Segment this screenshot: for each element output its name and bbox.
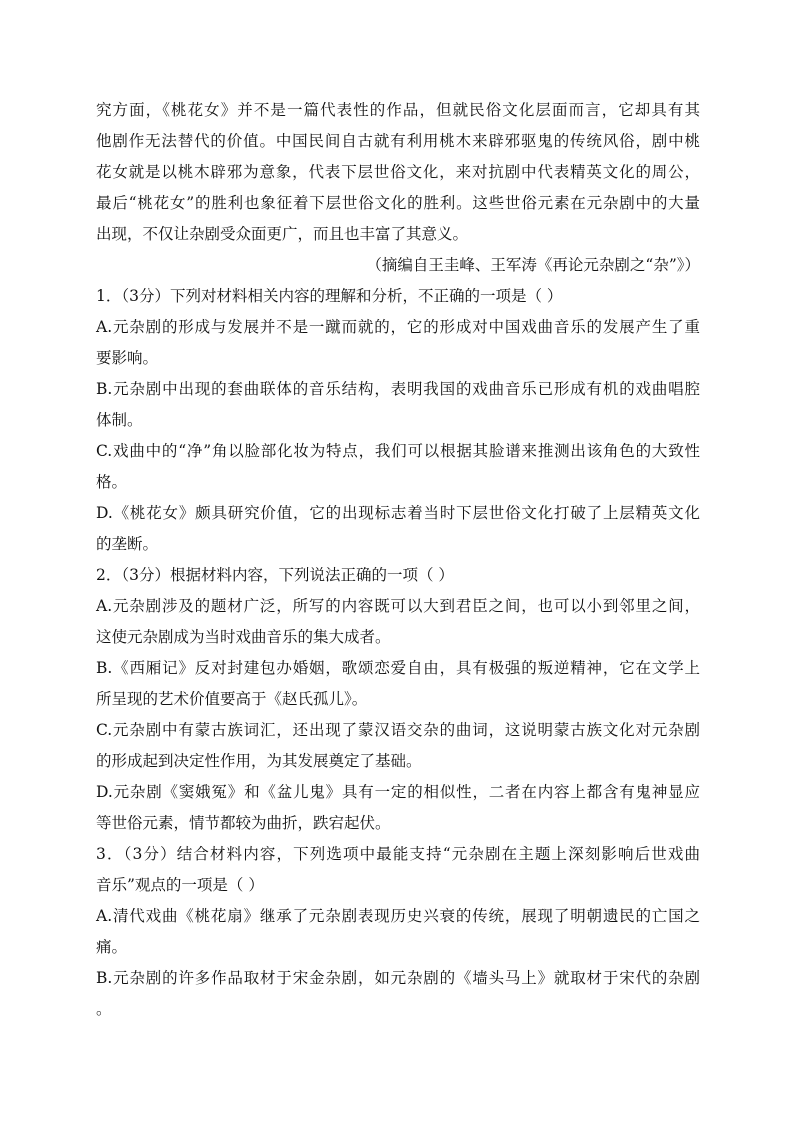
- question-1-option-b-cont: 体制。: [96, 411, 143, 429]
- question-2-option-a-cont: 这使元杂剧成为当时戏曲音乐的集大成者。: [96, 628, 391, 646]
- question-2-option-b: B.《西厢记》反对封建包办婚姻，歌颂恋爱自由，具有极强的叛逆精神，它在文学上: [96, 659, 700, 677]
- passage-line: 出现，不仅让杂剧受众面更广，而且也丰富了其意义。: [96, 225, 469, 243]
- question-3-option-b-cont: 。: [96, 1000, 112, 1018]
- question-1-option-c-cont: 格。: [96, 473, 128, 491]
- question-1-option-a: A.元杂剧的形成与发展并不是一蹴而就的，它的形成对中国戏曲音乐的发展产生了重: [96, 318, 700, 336]
- question-2-option-d: D.元杂剧《窦娥冤》和《盆儿鬼》具有一定的相似性，二者在内容上都含有鬼神显应: [96, 783, 700, 801]
- question-1-option-b: B.元杂剧中出现的套曲联体的音乐结构，表明我国的戏曲音乐已形成有机的戏曲唱腔: [96, 380, 700, 398]
- question-2-option-b-cont: 所呈现的艺术价值要高于《赵氏孤儿》。: [96, 690, 368, 708]
- question-2-option-c-cont: 的形成起到决定性作用，为其发展奠定了基础。: [96, 752, 422, 770]
- passage-source: （摘编自王圭峰、王军涛《再论元杂剧之“杂”》）: [366, 256, 700, 274]
- passage-line: 究方面，《桃花女》并不是一篇代表性的作品，但就民俗文化层面而言，它却具有其: [96, 101, 700, 119]
- question-3-stem: 3．（3分）结合材料内容，下列选项中最能支持“元杂剧在主题上深刻影响后世戏曲: [96, 845, 700, 863]
- question-1-option-d: D.《桃花女》颇具研究价值，它的出现标志着当时下层世俗文化打破了上层精英文化: [96, 504, 700, 522]
- question-3-option-b: B.元杂剧的许多作品取材于宋金杂剧，如元杂剧的《墙头马上》就取材于宋代的杂剧: [96, 969, 700, 987]
- question-3-option-a: A.清代戏曲《桃花扇》继承了元杂剧表现历史兴衰的传统，展现了明朝遗民的亡国之: [96, 907, 700, 925]
- passage-line: 他剧作无法替代的价值。中国民间自古就有利用桃木来辟邪驱鬼的传统风俗，剧中桃: [96, 132, 700, 150]
- passage-line: 花女就是以桃木辟邪为意象，代表下层世俗文化，来对抗剧中代表精英文化的周公，: [96, 163, 700, 181]
- question-1-option-c: C.戏曲中的“净”角以脸部化妆为特点，我们可以根据其脸谱来推测出该角色的大致性: [96, 442, 700, 460]
- question-1-option-a-cont: 要影响。: [96, 349, 159, 367]
- question-1-option-d-cont: 的垄断。: [96, 535, 159, 553]
- question-2-stem: 2．（3分）根据材料内容，下列说法正确的一项（ ）: [96, 566, 454, 584]
- question-3-stem-cont: 音乐”观点的一项是（ ）: [96, 876, 264, 894]
- question-2-option-d-cont: 等世俗元素，情节都较为曲折，跌宕起伏。: [96, 814, 391, 832]
- question-2-option-a: A.元杂剧涉及的题材广泛，所写的内容既可以大到君臣之间，也可以小到邻里之间，: [96, 597, 700, 615]
- passage-line: 最后“桃花女”的胜利也象征着下层世俗文化的胜利。这些世俗元素在元杂剧中的大量: [96, 194, 700, 212]
- question-3-option-a-cont: 痛。: [96, 938, 128, 956]
- question-2-option-c: C.元杂剧中有蒙古族词汇，还出现了蒙汉语交杂的曲词，这说明蒙古族文化对元杂剧: [96, 721, 700, 739]
- question-1-stem: 1．（3分）下列对材料相关内容的理解和分析，不正确的一项是（ ）: [96, 287, 563, 305]
